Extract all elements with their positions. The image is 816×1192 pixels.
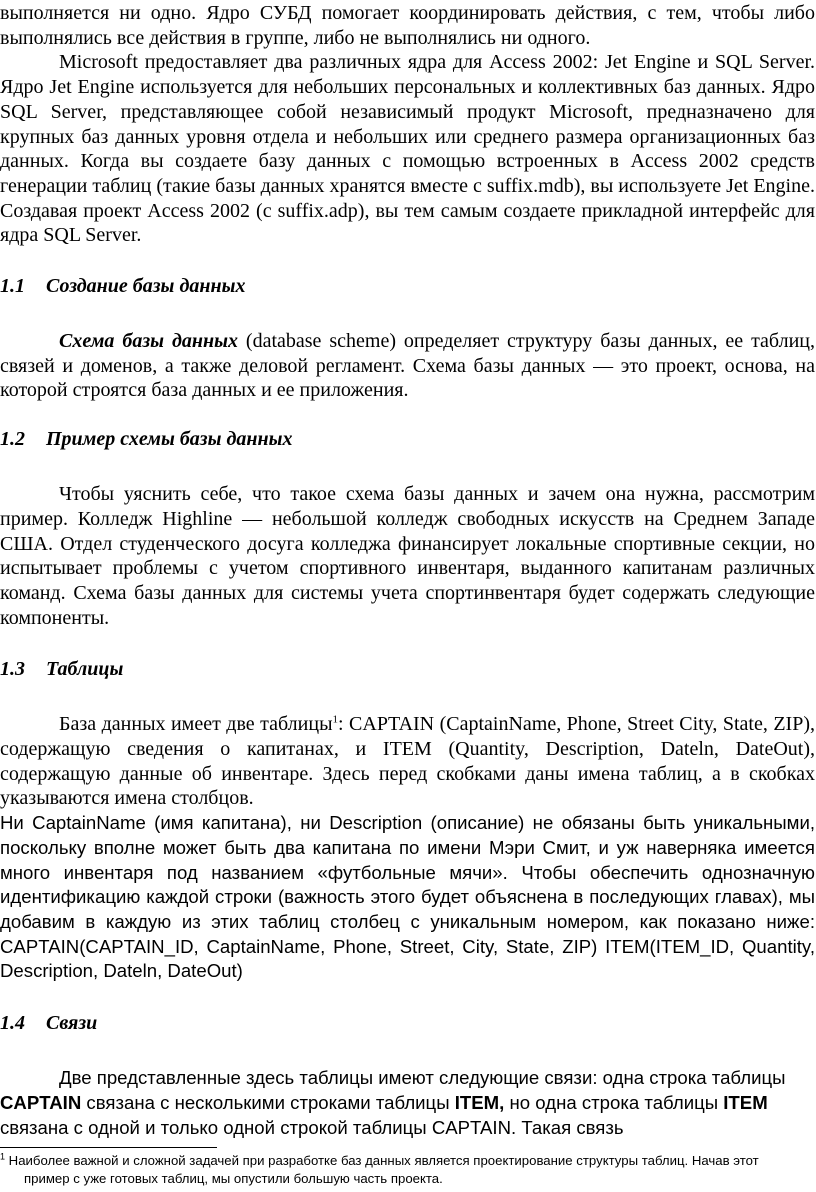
table-name-item: ITEM,: [454, 1091, 505, 1113]
footnote-text: Наиболее важной и сложной задачей при разработке баз данных является проектирование структуры таблиц. Начав этот: [5, 1153, 759, 1168]
relations-text: но одна строка таблицы: [504, 1091, 724, 1113]
table-name-captain: CAPTAIN: [0, 1091, 82, 1113]
example-paragraph: Чтобы уяснить себе, что такое схема базы данных и зачем она нужна, рассмотрим пример. Колледж Highline — небольшой колледж свободных искусств на Среднем Западе США. Отдел студенческого досуга колледжа финансирует локальные спортивные секции, но испытывает проблемы с учетом спортивного инвентаря, выданного капитанам различных команд. Схема базы данных для системы учета спортинвентаря будет содержать следующие компоненты.: [0, 483, 815, 629]
section-heading-1-2: [0, 427, 815, 451]
footnote: [0, 1152, 815, 1188]
engines-paragraph: Microsoft предоставляет два различных ядра для Access 2002: Jet Engine и SQL Server. Ядро Jet Engine используется для небольших персональных и коллективных баз данных. Ядро SQL Server, представляющее собой независимый продукт Microsoft, предназначено для крупных баз данных уровня отдела и небольших или среднего размера организационных баз данных. Когда вы создаете базу данных с помощью встроенных в Access 2002 средств генерации таблиц (такие базы данных хранятся вместе с suffix.mdb), вы используете Jet Engine. Создавая проект Access 2002 (с suffix.adp), вы тем самым создаете прикладной интерфейс для ядра SQL Server.: [0, 51, 815, 247]
footnote-separator: [0, 1147, 217, 1148]
relations-text: связана с несколькими строками таблицы: [81, 1091, 455, 1113]
footnote-reference[interactable]: 1: [332, 713, 339, 726]
section-heading-1-4: [0, 1011, 815, 1035]
section-title: Таблицы: [46, 658, 124, 681]
section-heading-1-3: [0, 657, 815, 681]
relations-text: связана с одной и только одной строкой таблицы CAPTAIN. Такая связь: [0, 1116, 624, 1138]
relations-text: Две представленные здесь таблицы имеют следующие связи: одна строка таблицы: [59, 1067, 786, 1089]
uniqueness-paragraph: Ни CaptainName (имя капитана), ни Description (описание) не обязаны быть уникальными, поскольку вполне может быть два капитана по имени Мэри Смит, и уж наверняка имеется много инвентаря под названием «футбольные мячи». Чтобы обеспечить однозначную идентификацию каждой строки (важность этого будет объяснена в последующих главах), мы добавим в каждую из этих таблиц столбец с уникальным номером, как показано ниже: CAPTAIN(CAPTAIN_ID, CaptainName, Phone, Street, City, State, ZIP) ITEM(ITEM_ID, Quantity, Description, Dateln, DateOut): [0, 812, 815, 982]
schema-paragraph: [0, 329, 815, 403]
footnote-mark: 1: [0, 1151, 6, 1162]
footnote-text-continued: пример с уже готовых таблиц, мы опустили большую часть проекта.: [24, 1171, 443, 1186]
tables-paragraph: [0, 712, 815, 811]
section-number: 1.3: [0, 658, 25, 681]
section-number: 1.2: [0, 428, 25, 451]
section-title: Пример схемы базы данных: [46, 428, 293, 451]
table-name-item: ITEM: [723, 1091, 768, 1113]
top-paragraph: выполняется ни одно. Ядро СУБД помогает координировать действия, с тем, чтобы либо выполнялись все действия в группе, либо не выполнялись ни одного.: [0, 2, 815, 49]
tables-text-end: : CAPTAIN (CaptainName, Phone, Street City, State, ZIP), содержащую сведения о капитанах, и ITEM (Quantity, Description, Dateln, DateOut), содержащую данные об инвентаре. Здесь перед скобками даны имена таблиц, а в скобках указываются имена столбцов.: [0, 713, 815, 810]
section-number: 1.4: [0, 1012, 25, 1035]
document-body: [0, 1, 815, 1140]
schema-text: (database scheme) определяет структуру базы данных, ее таблиц, связей и доменов, а также деловой регламент. Схема базы данных — это проект, основа, на которой строятся база данных и ее приложения.: [0, 330, 815, 402]
schema-term: Схема базы данных: [59, 330, 238, 353]
section-number: 1.1: [0, 275, 25, 298]
section-title: Связи: [46, 1012, 98, 1035]
tables-text-start: База данных имеет две таблицы: [59, 713, 333, 736]
relations-paragraph: [0, 1066, 815, 1140]
section-heading-1-1: [0, 274, 815, 298]
section-title: Создание базы данных: [46, 275, 246, 298]
